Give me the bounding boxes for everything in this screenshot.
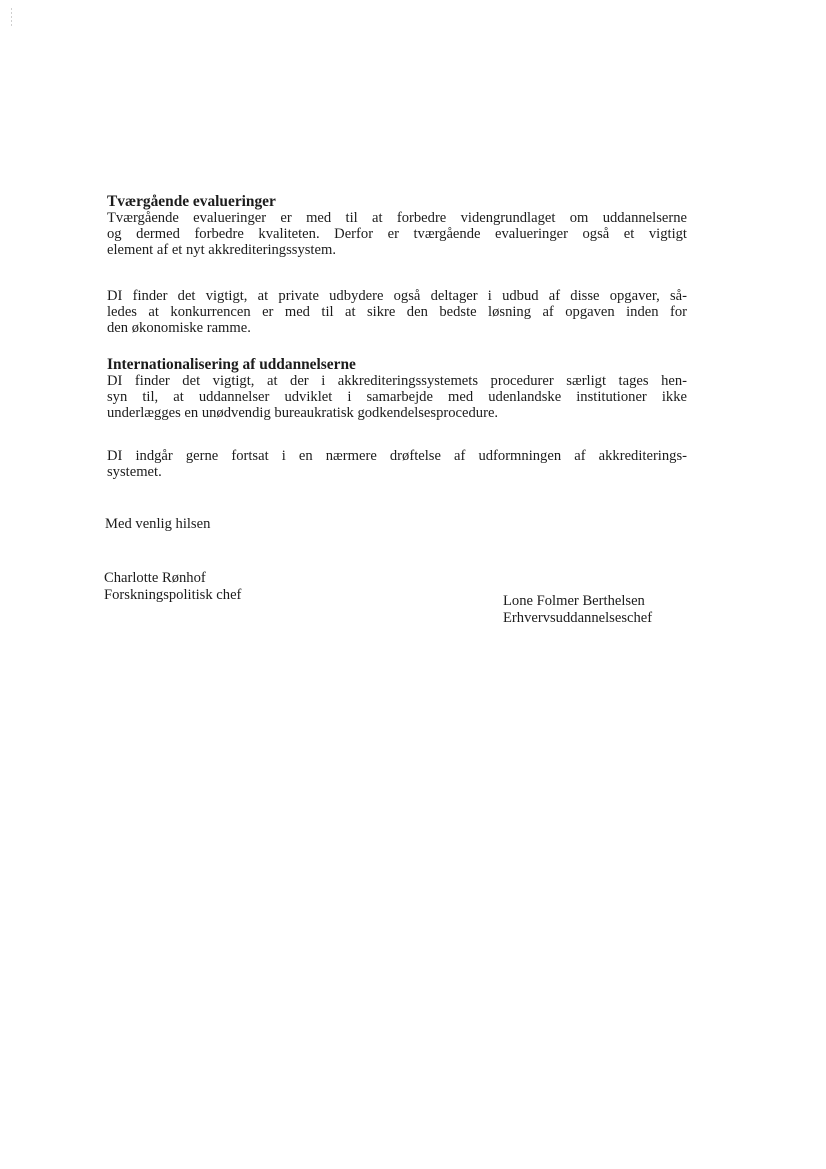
paragraph-line: syn til, at uddannelser udviklet i samarbejde med udenlandske institutioner ikke [107, 389, 687, 405]
section-cross-evaluations [107, 194, 687, 258]
paragraph-line: og dermed forbedre kvaliteten. Derfor er tværgående evalueringer også et vigtigt [107, 226, 687, 242]
signatory-name: Charlotte Rønhof [104, 570, 206, 586]
paragraph-further-discussion [107, 448, 687, 480]
paragraph-line: DI finder det vigtigt, at private udbydere også deltager i udbud af disse opgaver, så- [107, 288, 687, 304]
paragraph-line: Tværgående evalueringer er med til at forbedre videngrundlaget om uddannelserne [107, 210, 687, 226]
closing-greeting: Med venlig hilsen [105, 516, 211, 532]
section-internationalisation [107, 357, 687, 421]
paragraph-line: ledes at konkurrencen er med til at sikre den bedste løsning af opgaven inden for [107, 304, 687, 320]
section-heading: Internationalisering af uddannelserne [107, 356, 356, 373]
scan-artifact [11, 8, 12, 26]
signatory-title: Erhvervsuddannelseschef [503, 610, 653, 626]
section-heading: Tværgående evalueringer [107, 193, 276, 210]
paragraph-line: underlægges en unødvendig bureaukratisk godkendelsesprocedure. [107, 405, 499, 421]
signatory-name: Lone Folmer Berthelsen [503, 593, 645, 609]
paragraph-line: element af et nyt akkrediteringssystem. [107, 242, 336, 258]
signatory-right [503, 593, 652, 627]
paragraph-line: DI indgår gerne fortsat i en nærmere drøftelse af udformningen af akkrediterings- [107, 448, 687, 464]
signatory-title: Forskningspolitisk chef [104, 587, 242, 603]
paragraph-line: DI finder det vigtigt, at der i akkrediteringssystemets procedurer særligt tages hen- [107, 373, 687, 389]
paragraph-line: den økonomiske ramme. [107, 320, 251, 336]
paragraph-line: systemet. [107, 464, 162, 480]
signatory-left [104, 570, 241, 604]
paragraph-private-providers [107, 288, 687, 336]
